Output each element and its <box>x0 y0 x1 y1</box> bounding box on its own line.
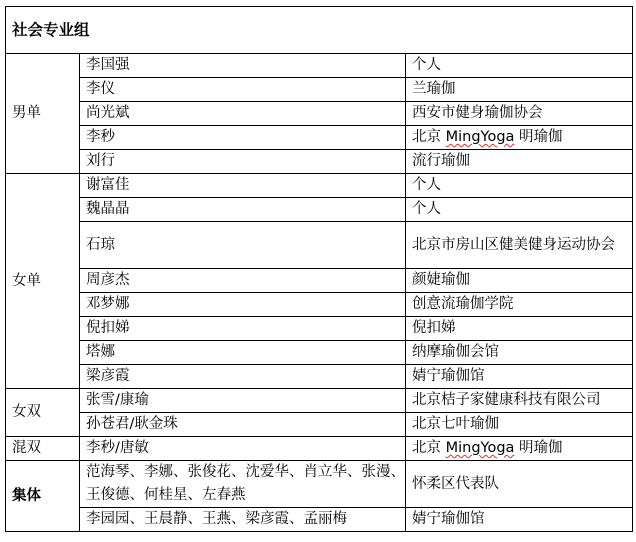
participant-name: 周彦杰 <box>80 269 406 293</box>
participant-name: 李秒/唐敏 <box>80 437 406 461</box>
brand-text: MingYoga <box>445 440 515 456</box>
participant-name: 刘行 <box>80 150 406 174</box>
organization-cell <box>406 437 633 461</box>
table-row <box>6 461 633 508</box>
table-row <box>6 293 633 317</box>
participant-name: 梁彦霞 <box>80 365 406 389</box>
category-cell: 集体 <box>6 461 80 532</box>
organization-text-part: 北京 <box>412 129 446 145</box>
organization-cell: 纳摩瑜伽会馆 <box>406 341 633 365</box>
organization-cell: 西安市健身瑜伽协会 <box>406 102 633 126</box>
organization-cell: 个人 <box>406 174 633 198</box>
organization-cell <box>406 126 633 150</box>
organization-cell: 北京市房山区健美健身运动协会 <box>406 222 633 269</box>
participant-name: 石琼 <box>80 222 406 269</box>
organization-cell: 婧宁瑜伽馆 <box>406 508 633 532</box>
table-row <box>6 198 633 222</box>
participant-name: 孙苍君/耿金珠 <box>80 413 406 437</box>
table-row <box>6 269 633 293</box>
table-row <box>6 78 633 102</box>
table-row <box>6 126 633 150</box>
participant-name: 邓梦娜 <box>80 293 406 317</box>
category-cell: 男单 <box>6 54 80 174</box>
participant-name: 谢富佳 <box>80 174 406 198</box>
organization-cell: 创意流瑜伽学院 <box>406 293 633 317</box>
organization-text-part: 明瑜伽 <box>514 440 563 456</box>
organization-cell: 颜婕瑜伽 <box>406 269 633 293</box>
participant-name: 李国强 <box>80 54 406 78</box>
category-cell: 混双 <box>6 437 80 461</box>
roster-table <box>5 6 633 532</box>
table-row <box>6 54 633 78</box>
organization-cell: 怀柔区代表队 <box>406 461 633 508</box>
organization-cell: 倪扣娣 <box>406 317 633 341</box>
participant-name: 张雪/康瑜 <box>80 389 406 413</box>
table-row <box>6 174 633 198</box>
table-row <box>6 317 633 341</box>
organization-cell: 婧宁瑜伽馆 <box>406 365 633 389</box>
participant-name: 魏晶晶 <box>80 198 406 222</box>
participant-name: 塔娜 <box>80 341 406 365</box>
organization-text-part: 北京 <box>412 440 446 456</box>
table-row <box>6 508 633 532</box>
table-row <box>6 222 633 269</box>
table-row <box>6 365 633 389</box>
participant-name: 尚光斌 <box>80 102 406 126</box>
table-row <box>6 102 633 126</box>
title-row <box>6 7 633 54</box>
organization-cell: 兰瑜伽 <box>406 78 633 102</box>
organization-text-part: 明瑜伽 <box>514 129 563 145</box>
organization-cell: 北京七叶瑜伽 <box>406 413 633 437</box>
category-cell: 女单 <box>6 174 80 389</box>
participant-name: 范海琴、李娜、张俊花、沈爱华、肖立华、张漫、王俊德、何桂星、左春燕 <box>80 461 406 508</box>
organization-cell: 北京桔子家健康科技有限公司 <box>406 389 633 413</box>
table-title: 社会专业组 <box>6 7 633 54</box>
category-cell: 女双 <box>6 389 80 437</box>
participant-name: 李仪 <box>80 78 406 102</box>
organization-cell: 个人 <box>406 54 633 78</box>
table-row <box>6 341 633 365</box>
table-row <box>6 413 633 437</box>
participant-name: 李秒 <box>80 126 406 150</box>
participant-name: 李园园、王晨静、王燕、梁彦霞、孟丽梅 <box>80 508 406 532</box>
organization-cell: 个人 <box>406 198 633 222</box>
table-row <box>6 150 633 174</box>
table-row <box>6 437 633 461</box>
participant-name: 倪扣娣 <box>80 317 406 341</box>
organization-cell: 流行瑜伽 <box>406 150 633 174</box>
brand-text: MingYoga <box>445 129 515 145</box>
table-row <box>6 389 633 413</box>
